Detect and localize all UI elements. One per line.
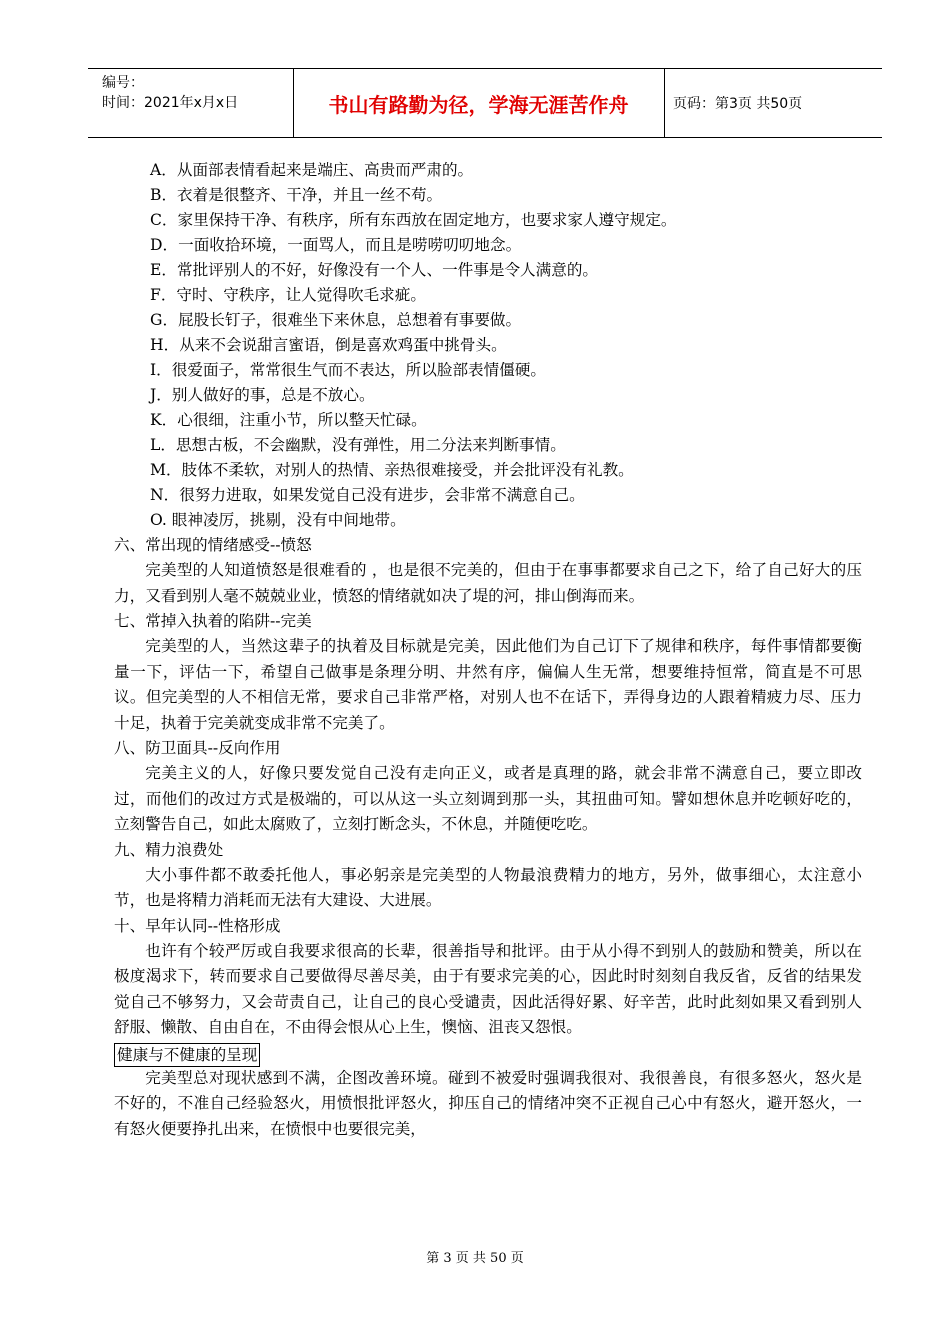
section-paragraph: 完美型总对现状感到不满，企图改善环境。碰到不被爱时强调我很对、我很善良，有很多怒火，怒火是不好的，不准自己经验怒火，用愤恨批评怒火，抑压自己的情绪冲突不正视自己心中有怒火，避开怒火，一有怒火便要挣扎出来，在愤恨中也要很完美，	[114, 1068, 862, 1138]
section-heading: 九、精力浪费处	[114, 840, 224, 859]
list-item: N．很努力进取，如果发觉自己没有进步，会非常不满意自己。	[150, 486, 585, 504]
list-item: E．常批评别人的不好，好像没有一个人、一件事是令人满意的。	[150, 261, 599, 279]
list-item: F．守时、守秩序，让人觉得吹毛求疵。	[150, 286, 426, 304]
header-divider	[664, 69, 665, 137]
header-motto: 书山有路勤为径，学海无涯苦作舟	[328, 92, 629, 117]
page-header	[88, 68, 882, 138]
section-heading-container	[114, 1041, 862, 1066]
list-item: J．别人做好的事，总是不放心。	[150, 386, 375, 404]
header-page-label: 页码：第3页 共50页	[673, 96, 803, 112]
list-item: M．肢体不柔软，对别人的热情、亲热很难接受，并会批评没有礼教。	[150, 461, 634, 479]
list-item: I．很爱面子，常常很生气而不表达，所以脸部表情僵硬。	[150, 361, 547, 379]
list-item: O. 眼神凌厉，挑剔，没有中间地带。	[150, 511, 406, 529]
section-paragraph: 完美型的人，当然这辈子的执着及目标就是完美，因此他们为自己订下了规律和秩序，每件事情都要衡量一下，评估一下，希望自己做事是条理分明、井然有序，偏偏人生无常，想要维持恒常，简直是不可思议。但完美型的人不相信无常，要求自己非常严格，对别人也不在话下，弄得身边的人跟着精疲力尽、压力十足，执着于完美就变成非常不完美了。	[114, 637, 862, 732]
section-heading: 七、常掉入执着的陷阱--完美	[114, 612, 312, 630]
header-meta	[102, 73, 292, 133]
list-item: A．从面部表情看起来是端庄、高贵而严肃的。	[150, 161, 474, 179]
list-item: K．心很细，注重小节，所以整天忙碌。	[150, 411, 427, 429]
header-number-label: 编号：	[102, 75, 144, 91]
section-paragraph: 完美主义的人，好像只要发觉自己没有走向正义，或者是真理的路，就会非常不满意自己，要立即改过，而他们的改过方式是极端的，可以从这一头立刻调到那一头，其扭曲可知。譬如想休息并吃顿好吃的，立刻警告自己，如此太腐败了，立刻打断念头，不休息，并随便吃吃。	[114, 764, 862, 833]
page-footer: 第 3 页 共 50 页	[426, 1251, 524, 1266]
list-item: H．从来不会说甜言蜜语，倒是喜欢鸡蛋中挑骨头。	[150, 336, 507, 354]
section-heading: 六、常出现的情绪感受--愤怒	[114, 536, 312, 554]
section-heading: 十、早年认同--性格形成	[114, 916, 281, 935]
list-item: C．家里保持干净、有秩序，所有东西放在固定地方，也要求家人遵守规定。	[150, 211, 677, 229]
list-item: L．思想古板，不会幽默，没有弹性，用二分法来判断事情。	[150, 436, 566, 454]
header-time-label: 时间：2021年x月x日	[102, 95, 239, 111]
section-heading: 八、防卫面具--反向作用	[114, 739, 281, 757]
section-paragraph: 完美型的人知道愤怒是很难看的 ，也是很不完美的，但由于在事事都要求自己之下，给了自己好大的压力，又看到别人毫不兢兢业业，愤怒的情绪就如决了堤的河，排山倒海而来。	[114, 561, 862, 605]
boxed-heading: 健康与不健康的呈现	[114, 1043, 260, 1067]
section-paragraph: 大小事件都不敢委托他人，事必躬亲是完美型的人物最浪费精力的地方，另外，做事细心，太注意小节，也是将精力消耗而无法有大建设、大进展。	[114, 865, 862, 909]
section-paragraph: 也许有个较严厉或自我要求很高的长辈，很善指导和批评。由于从小得不到别人的鼓励和赞美，所以在极度渴求下，转而要求自己要做得尽善尽美，由于有要求完美的心，因此时时刻刻自我反省，反省的结果发觉自己不够努力，又会苛责自己，让自己的良心受谴责，因此活得好累、好辛苦，此时此刻如果又看到别人舒服、懒散、自由自在，不由得会恨从心上生，懊恼、沮丧又怨恨。	[114, 941, 862, 1036]
document-body	[114, 158, 862, 1142]
list-item: B．衣着是很整齐、干净，并且一丝不苟。	[150, 186, 443, 204]
list-item: D．一面收拾环境，一面骂人，而且是唠唠叨叨地念。	[150, 236, 522, 254]
list-item: G．屁股长钉子，很难坐下来休息，总想着有事要做。	[150, 311, 522, 329]
